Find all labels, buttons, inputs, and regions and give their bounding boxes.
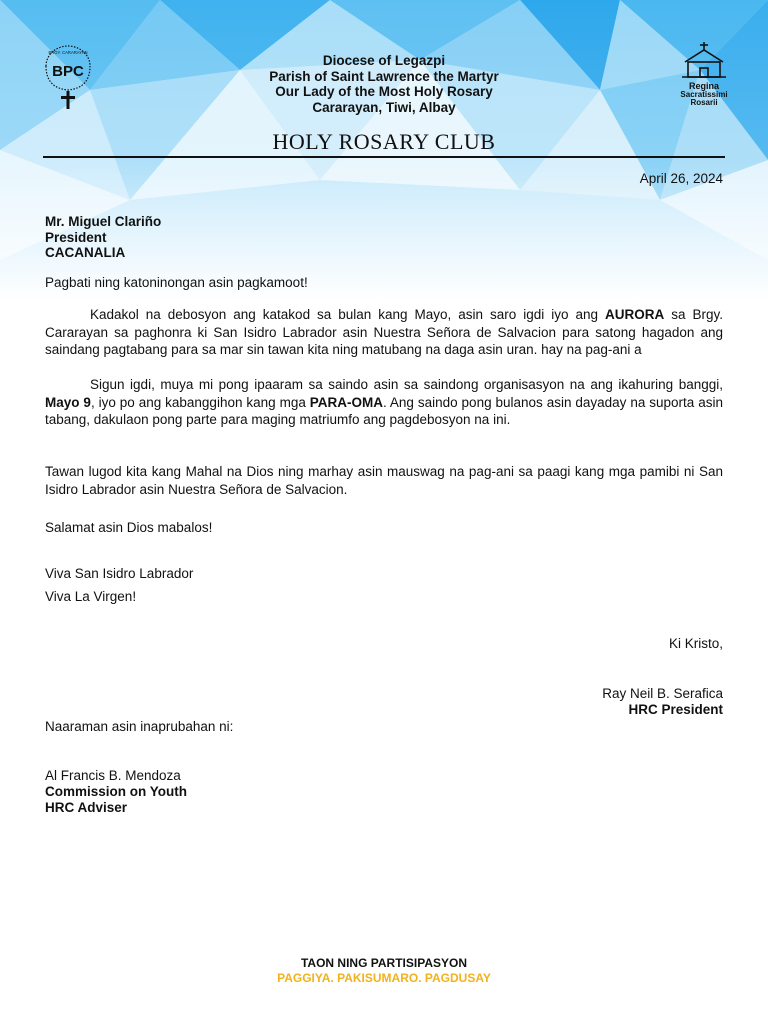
parish-line: Parish of Saint Lawrence the Martyr: [269, 68, 499, 84]
approved-label: Naaraman asin inaprubahan ni:: [45, 719, 234, 734]
footer: [0, 956, 768, 986]
logo-regina-line3: Rosarii: [690, 98, 718, 107]
sender-block: [45, 686, 723, 718]
thanks-line: Salamat asin Dios mabalos!: [45, 520, 213, 535]
letterhead: [0, 53, 768, 115]
closing: Ki Kristo,: [668, 636, 723, 651]
diocese-line: Diocese of Legazpi: [322, 53, 446, 68]
approver-name: Al Francis B. Mendoza: [45, 768, 181, 783]
approver-block: [45, 768, 723, 816]
logo-regina-line2: Sacratissimi: [680, 90, 728, 99]
letter-date: April 26, 2024: [639, 171, 723, 186]
sender-name: Ray Neil B. Serafica: [602, 686, 723, 701]
logo-arc-text: BRGY. CARARAYAN: [48, 50, 88, 55]
footer-motto: PAGGIYA. PAKISUMARO. PAGDUSAY: [277, 971, 491, 985]
footer-theme: TAON NING PARTISIPASYON: [300, 956, 467, 970]
highlight-aurora: AURORA: [605, 307, 665, 322]
recipient-title: President: [45, 229, 107, 245]
address-line: Cararayan, Tiwi, Albay: [312, 99, 456, 115]
body-paragraph-3: Tawan lugod kita kang Mahal na Dios ning marhay asin mauswag na pag-ani sa paagi kang mga pamibi ni San Isidro Labrador asin Nuestra Señora de Salvacion.: [45, 464, 723, 497]
header-divider: [43, 156, 725, 158]
body-paragraph-1: Kadakol na debosyon ang katakod sa bulan kang Mayo, asin saro igdi iyo ang AURORA sa Brgy. Cararayan sa paghonra ki San Isidro Labrador asin Nuestra Señora de Salvacion para satong hagadon ang saindang pagtabang para sa mar sin tawan kita ning matubang na daga asin uran. hay na pag-ani a: [45, 307, 723, 357]
recipient-block: [45, 214, 161, 261]
viva-line-1: Viva San Isidro Labrador: [45, 566, 194, 581]
approver-role-2: HRC Adviser: [45, 800, 128, 815]
logo-regina-line1: Regina: [688, 81, 720, 91]
body-paragraph-2: Sigun igdi, muya mi pong ipaaram sa saindo asin sa saindong organisasyon na ang ikahuring banggi, Mayo 9, iyo po ang kabanggihon kang mga PARA-OMA. Ang saindo pong bulanos asin dayaday na suporta asin tabang, dakulaon pong parte para maging matriumfo ang pagdebosyon na ini.: [45, 377, 723, 427]
highlight-para-oma: PARA-OMA: [309, 394, 383, 410]
viva-line-2: Viva La Virgen!: [45, 589, 137, 604]
approver-role-1: Commission on Youth: [45, 784, 188, 799]
sender-title: HRC President: [628, 702, 723, 717]
highlight-date: Mayo 9: [45, 394, 91, 410]
recipient-org: CACANALIA: [45, 245, 126, 260]
recipient-name: Mr. Miguel Clariño: [45, 214, 162, 229]
logo-bpc-text: BPC: [52, 63, 84, 80]
club-title: HOLY ROSARY CLUB: [272, 129, 496, 154]
church-line: Our Lady of the Most Holy Rosary: [275, 84, 493, 99]
greeting: Pagbati ning katoninongan asin pagkamoot!: [45, 275, 308, 290]
